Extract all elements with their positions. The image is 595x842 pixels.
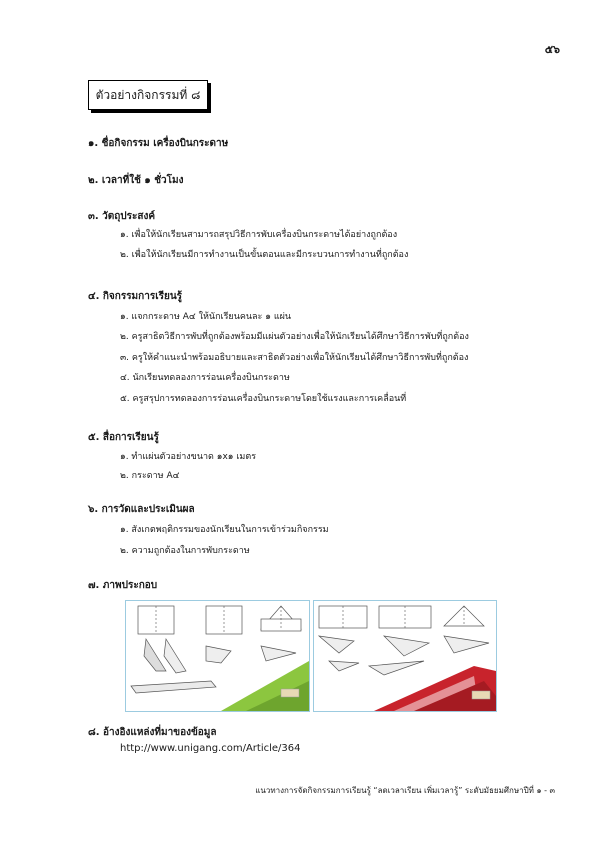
activity-step: ๕. ครูสรุปการทดลองการร่อนเครื่องบินกระดาษโดยใช้แรงและการเคลื่อนที่ <box>120 394 407 404</box>
section-activity-name: ๑. ชื่อกิจกรรม เครื่องบินกระดาษ <box>88 138 229 149</box>
folding-steps-diagram <box>126 601 309 711</box>
page-footer: แนวทางการจัดกิจกรรมการเรียนรู้ “ลดเวลาเรียน เพิ่มเวลารู้” ระดับมัธยมศึกษาปีที่ ๑ - ๓ <box>255 786 555 795</box>
evaluation-item: ๑. สังเกตพฤติกรรมของนักเรียนในการเข้าร่วมกิจกรรม <box>120 525 329 535</box>
evaluation-item: ๒. ความถูกต้องในการพับกระดาษ <box>120 546 250 556</box>
section-evaluation-heading: ๖. การวัดและประเมินผล <box>88 504 195 515</box>
media-item: ๑. ทำแผ่นตัวอย่างขนาด ๑x๑ เมตร <box>120 452 257 462</box>
activity-title: ตัวอย่างกิจกรรมที่ ๘ <box>95 87 201 102</box>
illustration-green-plane <box>125 600 310 712</box>
section-media-heading: ๕. สื่อการเรียนรู้ <box>88 432 159 443</box>
page-number: ๕๖ <box>544 43 560 56</box>
activity-step: ๓. ครูให้คำแนะนำพร้อมอธิบายและสาธิตตัวอย่างเพื่อให้นักเรียนได้ศึกษาวิธีการพับที่ถูกต้อง <box>120 353 469 363</box>
illustration-red-plane <box>313 600 497 712</box>
section-time: ๒. เวลาที่ใช้ ๑ ชั่วโมง <box>88 175 184 186</box>
folding-steps-diagram <box>314 601 496 711</box>
section-activities-heading: ๔. กิจกรรมการเรียนรู้ <box>88 291 183 302</box>
media-item: ๒. กระดาษ A๔ <box>120 471 180 481</box>
section-illustration-heading: ๗. ภาพประกอบ <box>88 580 158 591</box>
activity-step: ๑. แจกกระดาษ A๔ ให้นักเรียนคนละ ๑ แผ่น <box>120 312 292 322</box>
objective-item: ๑. เพื่อให้นักเรียนสามารถสรุปวิธีการพับเครื่องบินกระดาษได้อย่างถูกต้อง <box>120 230 398 240</box>
section-reference-heading: ๘. อ้างอิงแหล่งที่มาของข้อมูล <box>88 727 217 738</box>
activity-step: ๔. นักเรียนทดลองการร่อนเครื่องบินกระดาษ <box>120 373 290 383</box>
objective-item: ๒. เพื่อให้นักเรียนมีการทำงานเป็นขั้นตอนและมีกระบวนการทำงานที่ถูกต้อง <box>120 250 409 260</box>
section-objectives-heading: ๓. วัตถุประสงค์ <box>88 211 156 222</box>
reference-link[interactable]: http://www.unigang.com/Article/364 <box>120 743 301 754</box>
activity-title-box <box>88 80 208 110</box>
activity-step: ๒. ครูสาธิตวิธีการพับที่ถูกต้องพร้อมมีแผ่นตัวอย่างเพื่อให้นักเรียนได้ศึกษาวิธีการพับที่ถูกต้อง <box>120 332 469 342</box>
